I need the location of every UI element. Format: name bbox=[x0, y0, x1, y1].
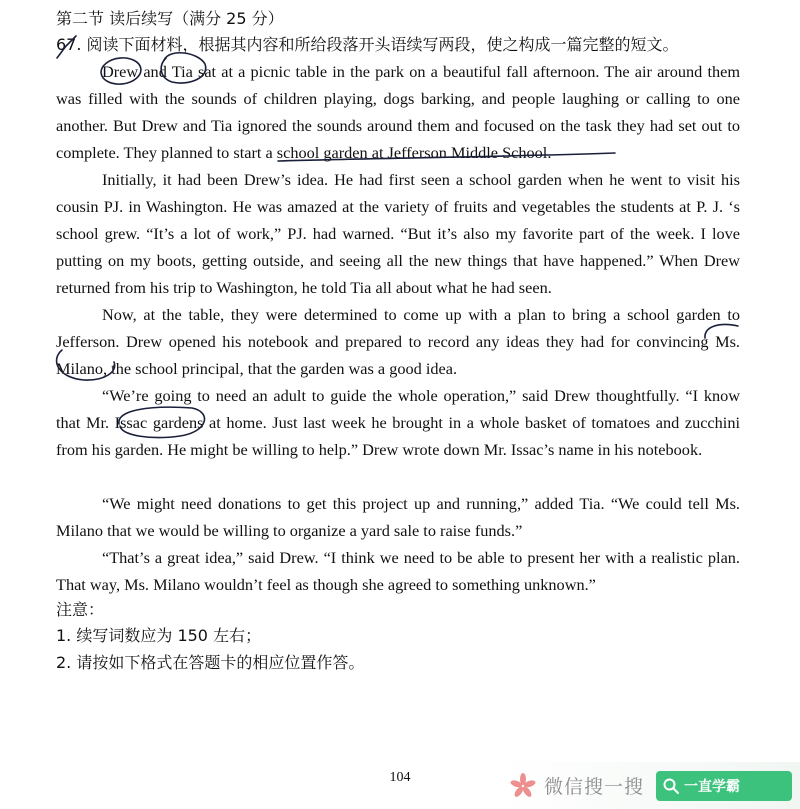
question-instruction: 阅读下面材料，根据其内容和所给段落开头语续写两段，使之构成一篇完整的短文。 bbox=[86, 35, 679, 54]
question-number: 67. bbox=[56, 35, 82, 54]
passage-paragraph-6: “That’s a great idea,” said Drew. “I think we need to be able to present her with a realistic plan. That way, Ms. Milano wouldn’t feel as though she agreed to something unknown.” bbox=[56, 548, 740, 594]
question-line bbox=[56, 35, 679, 55]
watermark-search-label: 一直学霸 bbox=[684, 779, 740, 795]
watermark-app-name: 微信搜一搜 bbox=[544, 776, 645, 798]
note-item: 2. 请按如下格式在答题卡的相应位置作答。 bbox=[56, 653, 365, 672]
watermark-search-button[interactable] bbox=[656, 771, 792, 801]
passage-paragraph-3: Now, at the table, they were determined to come up with a plan to bring a school garden to Jefferson. Drew opened his notebook and prepared to record any ideas they had for convincing Ms. Milano, the school principal, that the garden was a good idea. bbox=[56, 305, 740, 378]
flower-logo-icon bbox=[508, 771, 538, 801]
passage-paragraph-1: Drew and Tia sat at a picnic table in the park on a beautiful fall afternoon. The air around them was filled with the sounds of children playing, dogs barking, and people laughing or calling to one another. But Drew and Tia ignored the sounds around them and focused on the task they had set out to complete. They planned to start a school garden at Jefferson Middle School. bbox=[56, 62, 740, 162]
note-item: 1. 续写词数应为 150 左右； bbox=[56, 626, 262, 645]
search-icon bbox=[662, 777, 680, 795]
passage-paragraph-5: “We might need donations to get this project up and running,” added Tia. “We could tell Ms. Milano that we would be willing to organize a yard sale to raise funds.” bbox=[56, 494, 740, 540]
passage-paragraph-2: Initially, it had been Drew’s idea. He had first seen a school garden when he went to visit his cousin PJ. in Washington. He was amazed at the variety of fruits and vegetables the students at P. J. ‘s school grew. “It’s a lot of work,” PJ. had warned. “But it’s also my favorite part of the week. I love putting on my boots, getting outside, and seeing all the new things that have happened.” When Drew returned from his trip to Washington, he told Tia all about what he had seen. bbox=[56, 170, 740, 297]
section-heading: 第二节 读后续写（满分 25 分） bbox=[56, 9, 284, 28]
page-number: 104 bbox=[389, 770, 411, 785]
notes-heading: 注意： bbox=[56, 600, 105, 619]
watermark-bar bbox=[502, 762, 800, 809]
passage-paragraph-4: “We’re going to need an adult to guide the whole operation,” said Drew thoughtfully. “I know that Mr. Issac gardens at home. Just last week he brought in a whole basket of tomatoes and zucchini from his garden. He might be willing to help.” Drew wrote down Mr. Issac’s name in his notebook. bbox=[56, 386, 740, 459]
